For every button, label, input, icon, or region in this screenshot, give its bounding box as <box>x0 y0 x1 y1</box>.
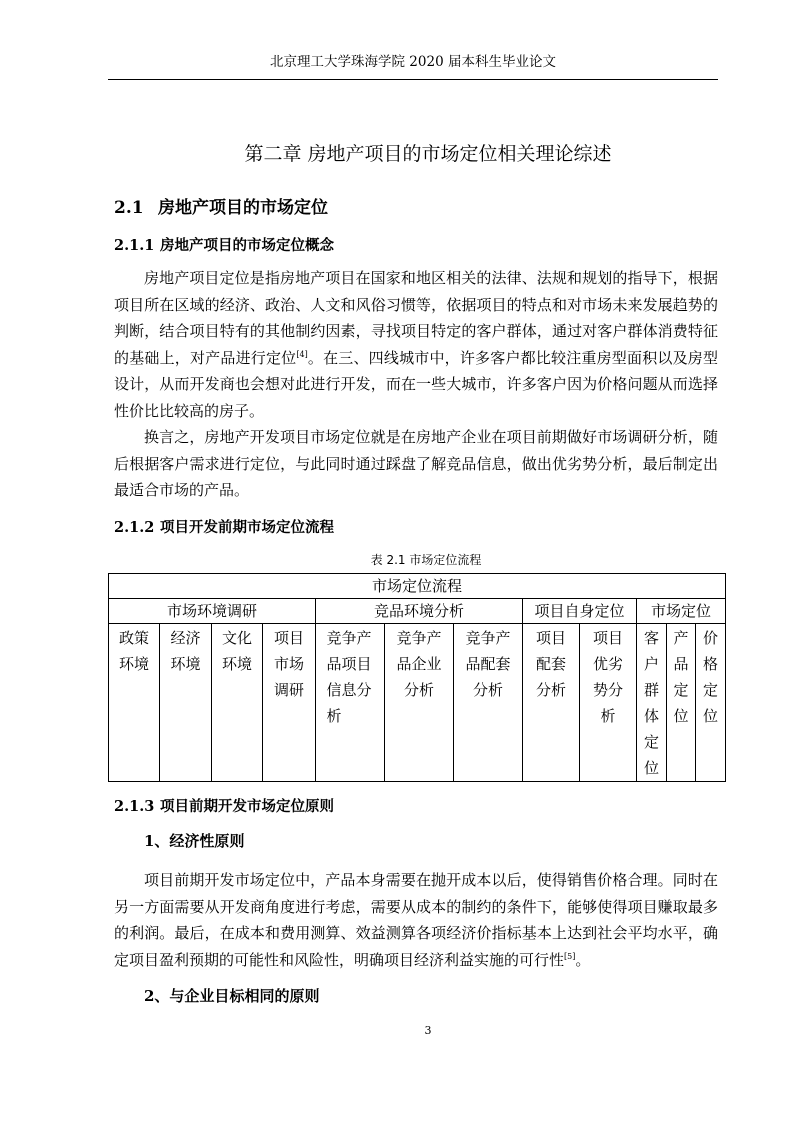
section-heading-2-1 <box>114 193 328 218</box>
table-cell-text: 经济环境 <box>170 629 201 673</box>
paragraph-summary: 换言之，房地产开发项目市场定位就是在房地产企业在项目前期做好市场调研分析，随后根据客户需求进行定位，与此同时通过踩盘了解竞品信息，做出优劣势分析，最后制定出最适合市场的产品。 <box>114 428 718 499</box>
table-cell-text: 竞争产品企业分析 <box>396 629 442 699</box>
chapter-title: 第二章 房地产项目的市场定位相关理论综述 <box>244 143 612 165</box>
principle-heading-enterprise-goal: 2、与企业目标相同的原则 <box>144 987 320 1005</box>
table-cell-text: 项目优劣势分析 <box>592 629 623 725</box>
section-title: 项目前期开发市场定位原则 <box>160 798 334 815</box>
section-heading-2-1-3 <box>114 795 334 816</box>
table-cell <box>637 624 667 782</box>
table-cell <box>523 624 580 782</box>
table-group-cell: 市场环境调研 <box>109 599 316 624</box>
table-cell-text: 项目市场调研 <box>273 629 304 699</box>
table-cell <box>160 624 212 782</box>
table-cell-text: 项目配套分析 <box>535 629 566 699</box>
table-title-cell: 市场定位流程 <box>109 574 726 599</box>
paragraph-text: 项目前期开发市场定位中，产品本身需要在抛开成本以后，使得销售价格合理。同时在另一方面需要从开发商角度进行考虑，需要从成本的制约的条件下，能够使得项目赚取最多的利润。最后，在成本和费用测算、效益测算各项经济价指标基本上达到社会平均水平，确定项目盈利预期的可能性和风险性，明确项目经济利益实施的可行性 <box>114 871 718 969</box>
citation-ref: [5] <box>564 951 576 961</box>
table-cell <box>385 624 454 782</box>
paragraph-economic-principle <box>114 867 718 973</box>
table-cell <box>316 624 385 782</box>
paragraph-text: 。 <box>575 950 591 969</box>
table-cell <box>580 624 637 782</box>
section-number: 2.1.1 <box>114 237 155 254</box>
section-title: 房地产项目的市场定位概念 <box>160 237 334 254</box>
table-cell-text: 文化环境 <box>221 629 252 673</box>
table-cell <box>263 624 316 782</box>
section-title: 项目开发前期市场定位流程 <box>160 519 334 536</box>
paragraph-text: 房地产项目定位是指房地产项目在国家和地区相关的法律、法规和规划的指导下，根据项目所在区域的经济、政治、人文和风俗习惯等，依据项目的特点和对市场未来发展趋势的判断，结合项目特有的其他制约因素，寻找项目特定的客户群体，通过对客户群体消费特征的基础上，对产品进行定位 <box>114 269 718 367</box>
table-caption: 表 2.1 市场定位流程 <box>370 553 482 567</box>
table-cell <box>109 624 160 782</box>
section-title: 房地产项目的市场定位 <box>158 198 328 218</box>
principle-heading-economic: 1、经济性原则 <box>144 832 245 850</box>
table-group-cell: 竞品环境分析 <box>316 599 523 624</box>
section-number: 2.1.3 <box>114 798 155 815</box>
table-cell-text: 价格定位 <box>703 629 719 725</box>
section-heading-2-1-2 <box>114 516 334 537</box>
table-cell-text: 竞争产品配套分析 <box>465 629 511 699</box>
table-cell <box>667 624 696 782</box>
section-number: 2.1.2 <box>114 519 155 536</box>
positioning-flow-table <box>108 573 726 782</box>
table-cell <box>212 624 263 782</box>
citation-ref: [4] <box>296 349 308 359</box>
paragraph-text: 。在三、四线城市中，许多客户都比较注重房型面积以及房型设计，从而开发商也会想对此进行开发，而在一些大城市，许多客户因为价格问题从而选择性价比比较高的房子。 <box>114 348 718 420</box>
page-number: 3 <box>424 1024 432 1037</box>
section-heading-2-1-1 <box>114 234 334 255</box>
table-cell-text: 客户群体定位 <box>643 629 659 777</box>
header-rule <box>108 79 718 80</box>
table-group-cell: 项目自身定位 <box>523 599 637 624</box>
table-cell <box>696 624 726 782</box>
table-cell <box>454 624 523 782</box>
running-header: 北京理工大学珠海学院 2020 届本科生毕业论文 <box>270 54 556 70</box>
table-cell-text: 产品定位 <box>673 629 689 725</box>
table-cell-text: 政策环境 <box>118 629 149 673</box>
paragraph-positioning-concept <box>114 265 718 424</box>
table-cell-text: 竞争产品项目信息分析 <box>326 629 372 725</box>
section-number: 2.1 <box>114 198 144 218</box>
table-group-cell: 市场定位 <box>637 599 726 624</box>
